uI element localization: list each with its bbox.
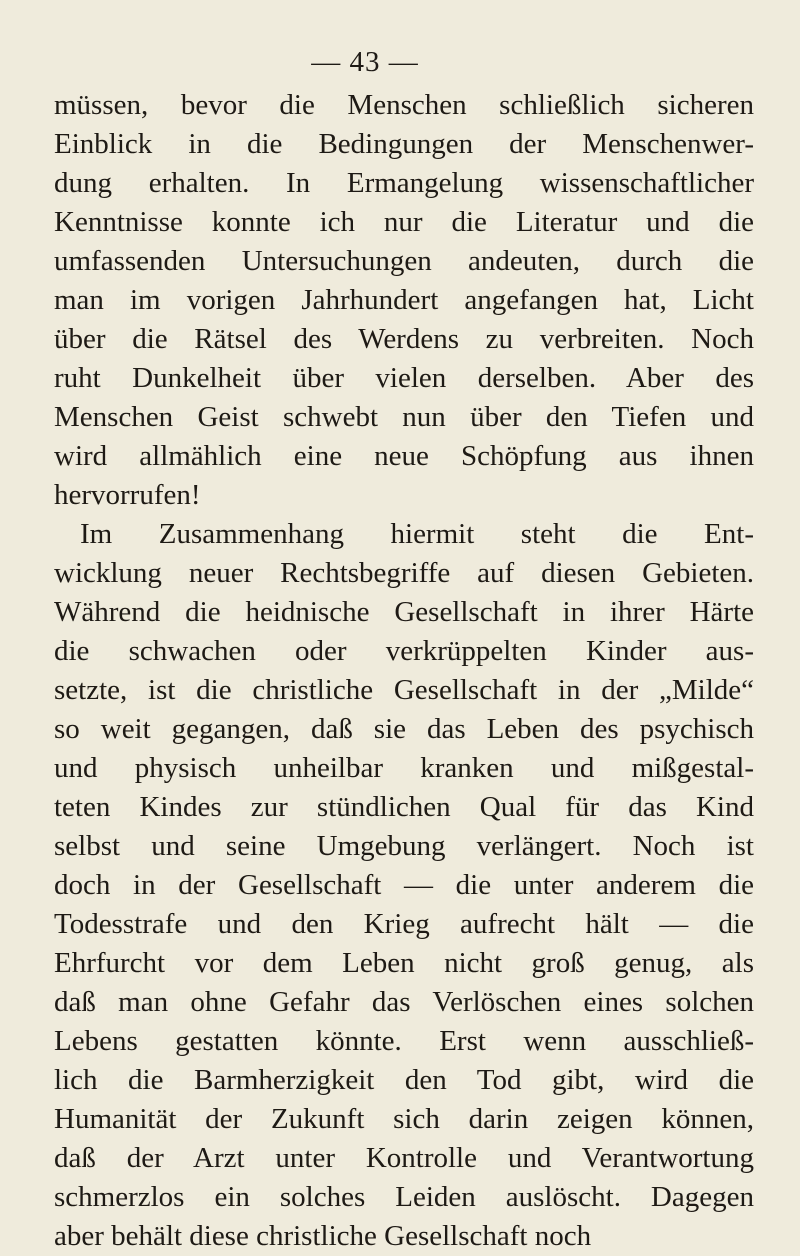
text-line: über die Rätsel des Werdens zu verbreiten. Noch	[54, 323, 754, 355]
text-line: Kenntnisse konnte ich nur die Literatur und die	[54, 206, 754, 238]
text-line: Todesstrafe und den Krieg aufrecht hält — die	[54, 908, 754, 940]
text-line: dung erhalten. In Ermangelung wissenschaftlicher	[54, 167, 754, 199]
text-line: wicklung neuer Rechtsbegriffe auf diesen Gebieten.	[54, 557, 754, 589]
text-line: daß man ohne Gefahr das Verlöschen eines solchen	[54, 986, 754, 1018]
text-line: und physisch unheilbar kranken und mißgestal-	[54, 752, 754, 784]
text-line: müssen, bevor die Menschen schließlich sicheren	[54, 89, 754, 121]
text-line: Im Zusammenhang hiermit steht die Ent-	[80, 518, 754, 550]
text-line: die schwachen oder verkrüppelten Kinder aus-	[54, 635, 754, 667]
text-line: Während die heidnische Gesellschaft in ihrer Härte	[54, 596, 754, 628]
text-line: teten Kindes zur stündlichen Qual für das Kind	[54, 791, 754, 823]
text-line: daß der Arzt unter Kontrolle und Verantwortung	[54, 1142, 754, 1174]
text-line: man im vorigen Jahrhundert angefangen hat, Licht	[54, 284, 754, 316]
paragraph-2	[54, 515, 754, 1256]
text-line: lich die Barmherzigkeit den Tod gibt, wird die	[54, 1064, 754, 1096]
text-line: umfassenden Untersuchungen andeuten, durch die	[54, 245, 754, 277]
text-line: doch in der Gesellschaft — die unter anderem die	[54, 869, 754, 901]
text-line: Lebens gestatten könnte. Erst wenn ausschließ-	[54, 1025, 754, 1057]
text-line: Menschen Geist schwebt nun über den Tiefen und	[54, 401, 754, 433]
text-line: hervorrufen!	[54, 479, 201, 511]
text-line: Einblick in die Bedingungen der Menschenwer-	[54, 128, 754, 160]
text-line: aber behält diese christliche Gesellschaft noch	[54, 1220, 592, 1252]
text-line: ruht Dunkelheit über vielen derselben. Aber des	[54, 362, 754, 394]
page-number: — 43 —	[311, 46, 419, 78]
text-line: wird allmählich eine neue Schöpfung aus ihnen	[54, 440, 754, 472]
text-line: Humanität der Zukunft sich darin zeigen können,	[54, 1103, 754, 1135]
text-line: so weit gegangen, daß sie das Leben des psychisch	[54, 713, 754, 745]
text-line: selbst und seine Umgebung verlängert. Noch ist	[54, 830, 754, 862]
paragraph-1	[54, 86, 754, 515]
text-line: schmerzlos ein solches Leiden auslöscht. Dagegen	[54, 1181, 754, 1213]
text-line: Ehrfurcht vor dem Leben nicht groß genug, als	[54, 947, 754, 979]
body-text	[54, 86, 754, 1256]
text-line: setzte, ist die christliche Gesellschaft in der „Milde“	[54, 674, 754, 706]
